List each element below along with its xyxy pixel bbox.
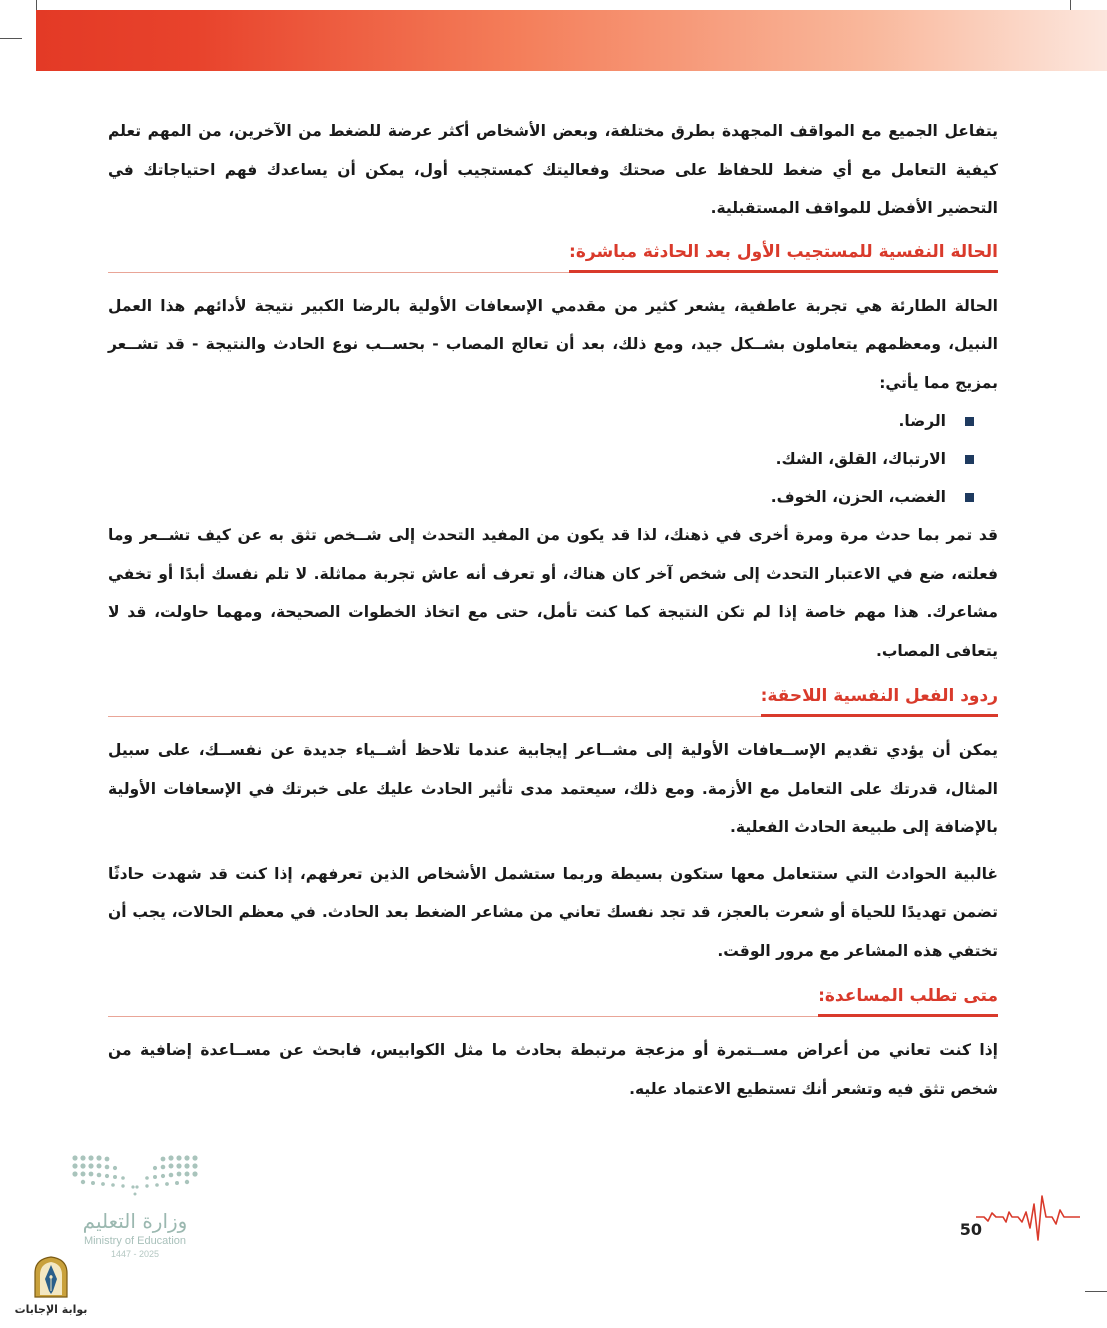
intro-paragraph: يتفاعل الجميع مع المواقف المجهدة بطرق مختلفة، وبعض الأشخاص أكثر عرضة للضغط من الآخرين، من المهم تعلم كيفية التعامل مع أي ضغط للحفاظ على صحتك وفعاليتك كمستجيب أول، يمكن أن يساعدك فهم احتياجاتك في التحضير الأفضل للمواقف المستقبلية. [108, 122, 998, 217]
list-item-text: الرضا. [898, 412, 946, 430]
square-bullet-icon [965, 455, 974, 464]
section-heading-text: ردود الفعل النفسية اللاحقة: [761, 682, 998, 717]
crop-mark [0, 38, 22, 39]
square-bullet-icon [965, 417, 974, 426]
watermark [6, 1255, 96, 1317]
ministry-name-english: Ministry of Education [83, 1235, 187, 1247]
header-band [36, 10, 1107, 71]
list-item [108, 440, 974, 478]
page-number: 50 [959, 1220, 982, 1239]
section1-paragraph-2: قد تمر بما حدث مرة ومرة أخرى في ذهنك، لذا قد يكون من المفيد التحدث إلى شــخص تثق به عن كيف تشــعر وما فعلته، ضع في الاعتبار التحدث إلى شخص آخر كان هناك، أو تعرف أنه عاش تجربة مماثلة. لا تلم نفسك أبدًا أو تخفي مشاعرك. هذا مهم خاصة إذا لم تكن النتيجة كما كنت تأمل، حتى مع اتخاذ الخطوات الصحيحة، ومهما حاولت، قد لا يتعافى المصاب. [108, 526, 998, 660]
section2-paragraph-2: غالبية الحوادث التي ستتعامل معها ستكون بسيطة وربما ستشمل الأشخاص الذين تعرفهم، إذا كنت قد شهدت حادثًا تضمن تهديدًا للحياة أو شعرت بالعجز، قد تجد نفسك تعاني من مشاعر الضغط بعد الحادث. في معظم الحالات، يجب أن تختفي هذه المشاعر مع مرور الوقت. [108, 864, 998, 960]
ministry-name-arabic: وزارة التعليم [82, 1209, 188, 1233]
section1-paragraph-1: الحالة الطارئة هي تجربة عاطفية، يشعر كثير من مقدمي الإسعافات الأولية بالرضا الكبير نتيجة لأدائهم هذا العمل النبيل، ومعظمهم يتعاملون بشــكل جيد، ومع ذلك، بعد أن تعالج المصاب - بحســب نوع الحادث والنتيجة - قد تشــعر بمزيج مما يأتي: [108, 296, 998, 392]
section3-paragraph-1: إذا كنت تعاني من أعراض مســتمرة أو مزعجة مرتبطة بحادث ما مثل الكوابيس، فابحث عن مســاعدة إضافية من شخص تثق فيه وتشعر أنك تستطيع الاعتماد عليه. [108, 1041, 998, 1098]
page-content [108, 112, 998, 1108]
pen-nib-logo-icon [31, 1255, 71, 1299]
section2-paragraph-1: يمكن أن يؤدي تقديم الإســعافات الأولية إلى مشــاعر إيجابية عندما تلاحظ أشــياء جديدة عن نفســك، على سبيل المثال، قدرتك على التعامل مع الأزمة. ومع ذلك، سيعتمد مدى تأثير الحادث عليك على خبرتك في الإسعافات الأولية بالإضافة إلى طبيعة الحادث الفعلية. [108, 741, 998, 836]
list-item-text: الغضب، الحزن، الخوف. [770, 488, 946, 506]
section-heading [108, 682, 998, 717]
crop-mark [1085, 1291, 1107, 1292]
ekg-line-icon [976, 1188, 1081, 1248]
section-heading-text: متى تطلب المساعدة: [818, 982, 998, 1017]
ministry-emblem-icon [65, 1150, 205, 1200]
feelings-list [108, 402, 998, 516]
list-item [108, 478, 974, 516]
section-heading [108, 238, 998, 273]
square-bullet-icon [965, 493, 974, 502]
section-heading [108, 982, 998, 1017]
watermark-text: بوابة الإجابات [14, 1303, 88, 1316]
ministry-year: 2025 - 1447 [110, 1249, 160, 1259]
list-item [108, 402, 974, 440]
ministry-logo [60, 1150, 210, 1260]
list-item-text: الارتباك، القلق، الشك. [775, 450, 946, 468]
section-heading-text: الحالة النفسية للمستجيب الأول بعد الحادثة مباشرة: [569, 238, 998, 273]
